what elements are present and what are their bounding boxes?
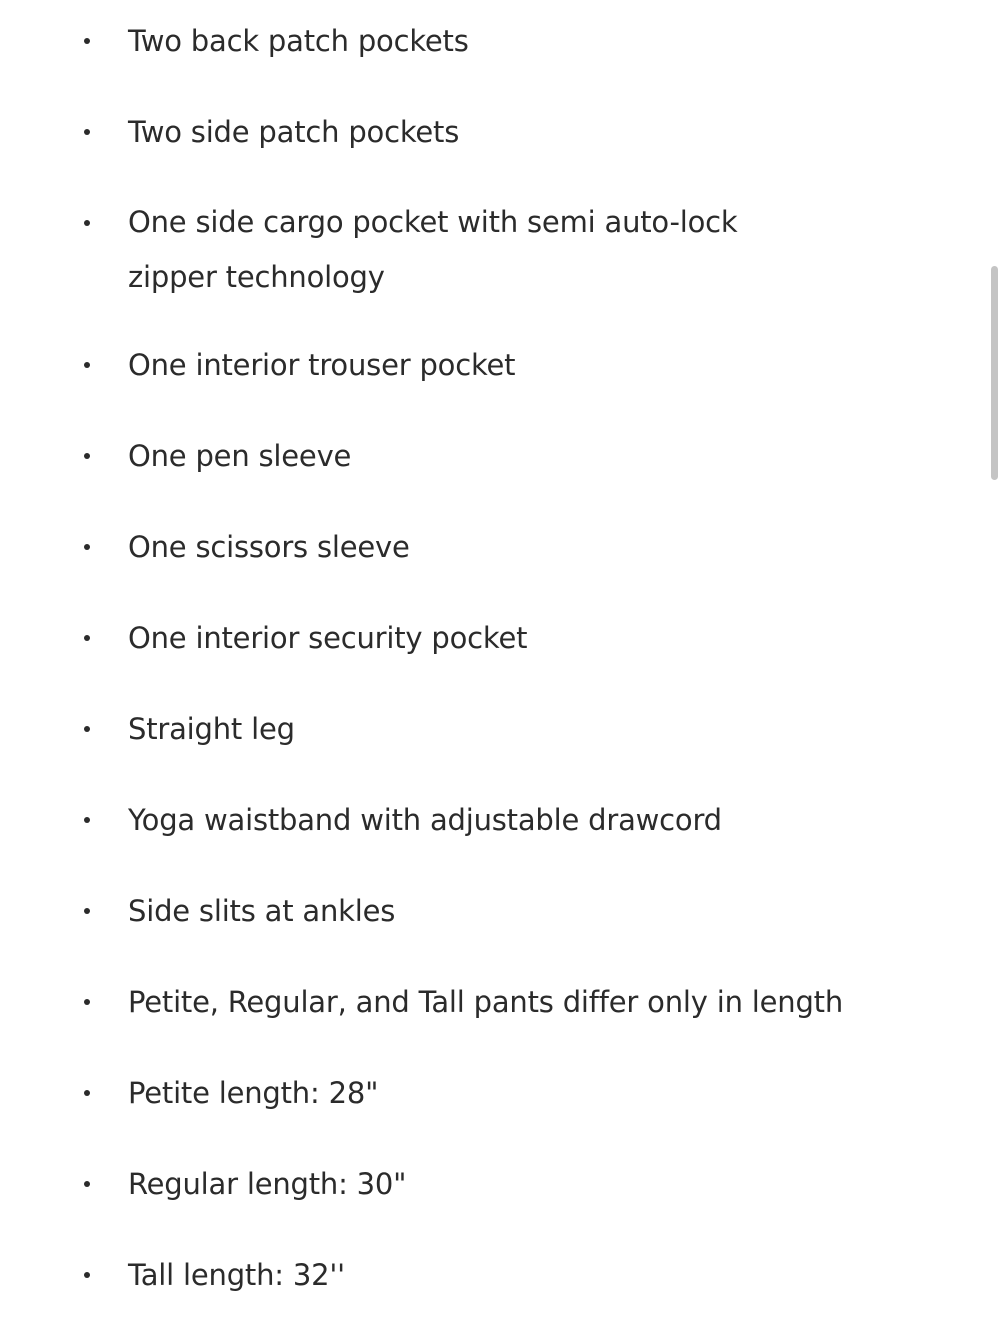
bullet-icon bbox=[84, 38, 90, 44]
list-item bbox=[0, 889, 828, 933]
list-item-text: Yoga waistband with adjustable drawcord bbox=[128, 803, 722, 837]
list-item-text: One pen sleeve bbox=[128, 439, 352, 473]
list-item bbox=[0, 980, 848, 1024]
list-item bbox=[0, 798, 828, 842]
bullet-icon bbox=[84, 1090, 90, 1096]
bullet-icon bbox=[84, 999, 90, 1005]
list-item bbox=[0, 19, 828, 63]
list-item bbox=[0, 616, 828, 660]
list-item-text: One interior security pocket bbox=[128, 621, 528, 655]
bullet-icon bbox=[84, 726, 90, 732]
list-item-text: One interior trouser pocket bbox=[128, 348, 516, 382]
list-item-text: Regular length: 30" bbox=[128, 1167, 407, 1201]
bullet-icon bbox=[84, 453, 90, 459]
list-item-text: Petite, Regular, and Tall pants differ only in length bbox=[128, 985, 844, 1019]
list-item bbox=[0, 525, 828, 569]
list-item bbox=[0, 1253, 828, 1297]
bullet-icon bbox=[84, 544, 90, 550]
bullet-icon bbox=[84, 908, 90, 914]
bullet-icon bbox=[84, 1181, 90, 1187]
bullet-icon bbox=[84, 817, 90, 823]
list-item-text: Petite length: 28" bbox=[128, 1076, 379, 1110]
list-item bbox=[0, 434, 828, 478]
list-item bbox=[0, 1071, 828, 1115]
list-item bbox=[0, 343, 828, 387]
list-item bbox=[0, 1162, 828, 1206]
list-item-text: Side slits at ankles bbox=[128, 894, 396, 928]
bullet-icon bbox=[84, 220, 90, 226]
list-item bbox=[0, 707, 828, 751]
list-item-text: One side cargo pocket with semi auto-lock zipper technology bbox=[128, 205, 738, 294]
bullet-icon bbox=[84, 635, 90, 641]
list-item bbox=[0, 110, 828, 154]
list-item-text: Straight leg bbox=[128, 712, 295, 746]
list-item-text: Two back patch pockets bbox=[128, 24, 469, 58]
list-item bbox=[0, 195, 828, 305]
feature-list bbox=[0, 19, 960, 1333]
scrollbar-thumb[interactable] bbox=[991, 266, 998, 480]
list-item-text: Two side patch pockets bbox=[128, 115, 460, 149]
list-item-text: Tall length: 32'' bbox=[128, 1258, 345, 1292]
bullet-icon bbox=[84, 362, 90, 368]
bullet-icon bbox=[84, 1272, 90, 1278]
list-item-text: One scissors sleeve bbox=[128, 530, 410, 564]
bullet-icon bbox=[84, 129, 90, 135]
